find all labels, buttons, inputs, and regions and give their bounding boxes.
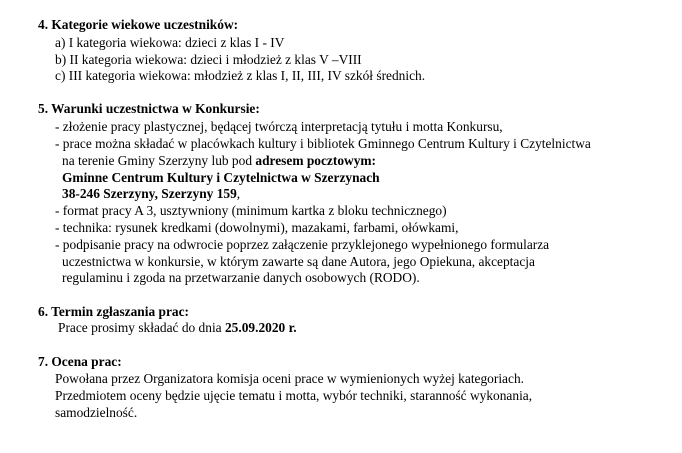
- section-6-heading: 6. Termin zgłaszania prac:: [38, 304, 190, 319]
- section-4-item-c: c) III kategoria wiekowa: młodzież z klas I, II, III, IV szkół średnich.: [55, 68, 426, 83]
- section-4-heading: 4. Kategorie wiekowe uczestników:: [38, 17, 239, 32]
- postal-address-label: adresem pocztowym:: [255, 153, 376, 168]
- section-5-condition-technique: - technika: rysunek kredkami (dowolnymi), mazakami, farbami, ołówkami,: [55, 220, 459, 235]
- section-7-heading: 7. Ocena prac:: [38, 354, 122, 369]
- deadline-date: 25.09.2020 r.: [224, 320, 297, 335]
- section-6-deadline: [58, 320, 297, 336]
- section-7-line-1: Powołana przez Organizatora komisja oceni prace w wymienionych wyżej kategoriach.: [55, 371, 524, 386]
- section-5-signature-continuation-2: regulaminu i zgoda na przetwarzanie danych osobowych (RODO).: [62, 270, 420, 285]
- postal-address-name: Gminne Centrum Kultury i Czytelnictwa w Szerzynach: [62, 170, 380, 185]
- delivery-area-text: na terenie Gminy Szerzyny lub pod: [62, 153, 253, 168]
- section-5-condition-signature: - podpisanie pracy na odwrocie poprzez załączenie przyklejonego wypełnionego formularza: [55, 237, 550, 252]
- deadline-text: Prace prosimy składać do dnia: [58, 320, 222, 335]
- section-4-item-a: a) I kategoria wiekowa: dzieci z klas I - IV: [55, 35, 285, 50]
- section-5-delivery-continuation: [62, 153, 376, 169]
- section-4-item-b: b) II kategoria wiekowa: dzieci i młodzież z klas V –VIII: [55, 52, 362, 67]
- section-5-condition-delivery: - prace można składać w placówkach kultury i bibliotek Gminnego Centrum Kultury i Czytelnictwa: [55, 136, 591, 151]
- postal-address-street: [62, 186, 240, 202]
- section-5-condition-format: - format pracy A 3, usztywniony (minimum kartka z bloku technicznego): [55, 203, 447, 218]
- section-5-heading: 5. Warunki uczestnictwa w Konkursie:: [38, 101, 260, 116]
- section-5-signature-continuation-1: uczestnictwa w konkursie, w którym zawarte są dane Autora, jego Opiekuna, akceptacja: [62, 254, 535, 269]
- section-5-condition-submission: - złożenie pracy plastycznej, będącej twórczą interpretacją tytułu i motta Konkursu,: [55, 119, 503, 134]
- section-7-line-2: Przedmiotem oceny będzie ujęcie tematu i motta, wybór techniki, staranność wykonania,: [55, 388, 533, 403]
- postal-address-city: 38-246 Szerzyny, Szerzyny 159: [62, 186, 237, 201]
- postal-address-comma: ,: [236, 186, 241, 201]
- section-7-line-3: samodzielność.: [55, 405, 138, 420]
